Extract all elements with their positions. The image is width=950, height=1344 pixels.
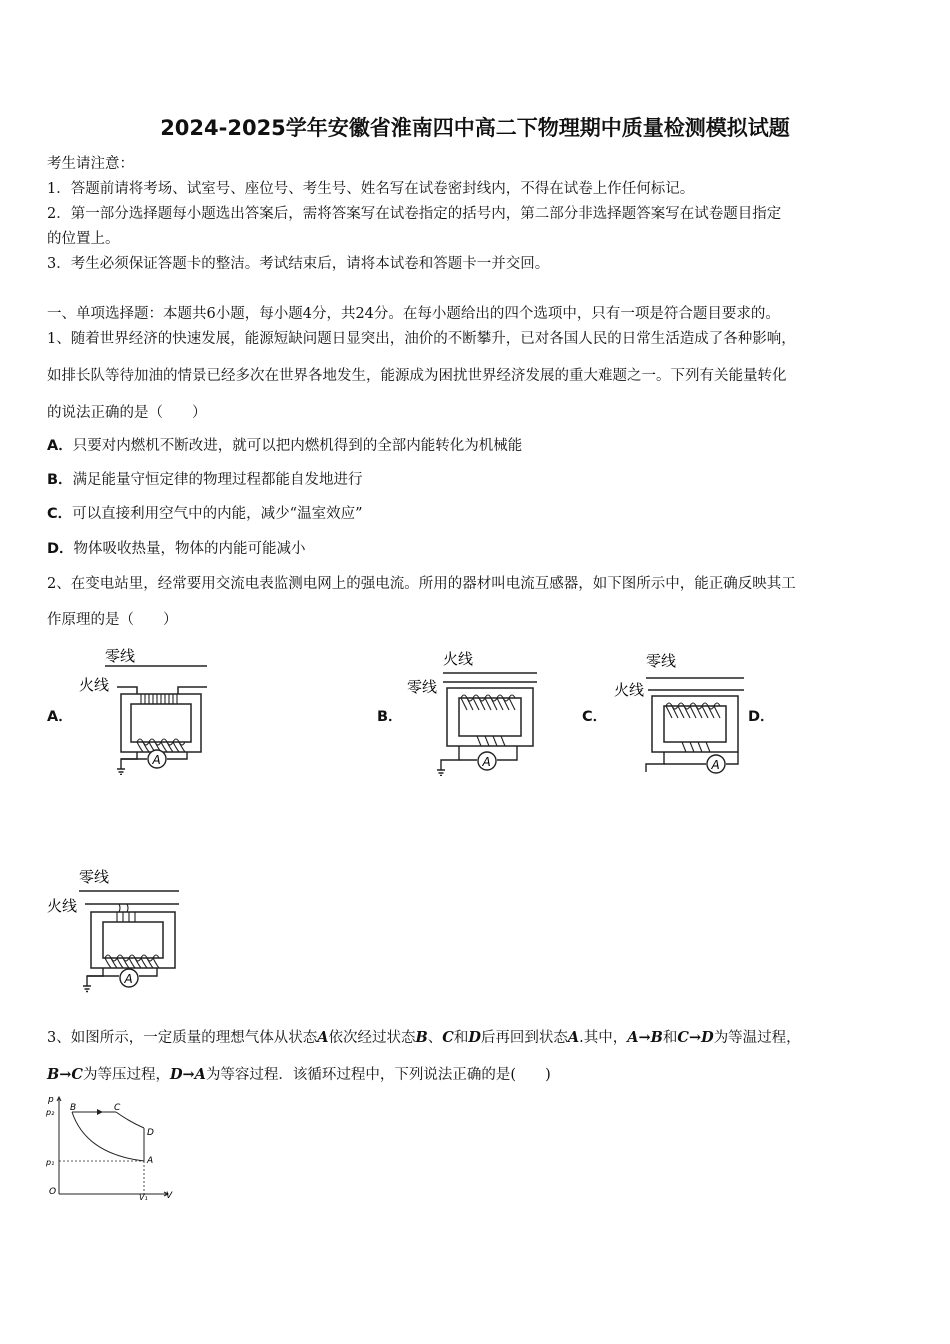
wire-label-top: 零线: [105, 647, 136, 665]
q1-option-b: [47, 468, 363, 489]
q3-text: 和: [453, 1030, 469, 1046]
option-text: 只要对内燃机不断改进，就可以把内燃机得到的全部内能转化为机械能: [72, 438, 523, 454]
q3-text: 和: [662, 1030, 678, 1046]
transformer-figure-d: [45, 864, 185, 996]
option-text: 物体吸收热量，物体的内能可能减小: [73, 541, 306, 557]
q1-option-d: [47, 537, 306, 558]
option-label: C．: [47, 506, 73, 522]
v1-label: V₁: [139, 1193, 148, 1202]
point-d-label: D: [147, 1128, 154, 1138]
wire-label-bottom: 火线: [47, 897, 78, 915]
point-c-label: C: [114, 1103, 121, 1113]
option-text: 可以直接利用空气中的内能，减少“温室效应”: [72, 506, 363, 522]
transformer-figure-b: [405, 648, 545, 776]
state-d: D: [468, 1029, 481, 1046]
q3-text: 依次经过状态: [328, 1030, 416, 1046]
ammeter-label: A: [482, 755, 491, 769]
state-c: C: [442, 1029, 454, 1046]
origin-label: O: [49, 1187, 57, 1197]
notice-item-2-cont: 的位置上。: [47, 231, 120, 247]
q3-text: 为等容过程．该循环过程中，下列说法正确的是( ): [205, 1067, 551, 1083]
q3-text: 为等压过程，: [82, 1067, 170, 1083]
q3-text: 3、如图所示，一定质量的理想气体从状态: [47, 1030, 318, 1046]
q3-text: .其中，: [579, 1030, 628, 1046]
q1-line-1: 1、随着世界经济的快速发展，能源短缺问题日显突出，油价的不断攀升，已对各国人民的日常生活造成了各种影响，: [47, 331, 796, 347]
option-label: A．: [47, 438, 73, 454]
process-cd: C→D: [677, 1029, 714, 1046]
q3-text: 为等温过程，: [713, 1030, 801, 1046]
q3-text: 、: [427, 1030, 443, 1046]
option-text: 满足能量守恒定律的物理过程都能自发地进行: [72, 472, 363, 488]
q2-line-2: 作原理的是（ ）: [47, 612, 178, 628]
ammeter-label: A: [124, 972, 133, 986]
ammeter-label: A: [152, 753, 161, 767]
process-da: D→A: [169, 1066, 206, 1083]
state-a: A: [317, 1029, 329, 1046]
q3-line-1: [47, 1026, 801, 1047]
option-label: D．: [47, 541, 74, 557]
transformer-figure-c: [612, 650, 752, 778]
p1-label: p₁: [46, 1158, 55, 1167]
notice-heading: 考生请注意：: [47, 156, 134, 172]
notice-item-1: 1．答题前请将考场、试室号、座位号、考生号、姓名写在试卷密封线内，不得在试卷上作任何标记。: [47, 181, 695, 197]
transformer-figure-a: [75, 643, 215, 775]
page-title: 2024-2025学年安徽省淮南四中高二下物理期中质量检测模拟试题: [160, 116, 790, 140]
q2-line-1: 2、在变电站里，经常要用交流电表监测电网上的强电流。所用的器材叫电流互感器，如下图所示中，能正确反映其工: [47, 576, 796, 592]
notice-item-3: 3．考生必须保证答题卡的整洁。考试结束后，请将本试卷和答题卡一并交回。: [47, 256, 550, 272]
p-axis-label: p: [48, 1095, 54, 1105]
wire-label-top: 火线: [443, 650, 474, 668]
q2-option-label-b: B．: [377, 709, 403, 725]
q1-line-3: 的说法正确的是（ ）: [47, 405, 207, 421]
q3-text: 后再回到状态: [480, 1030, 568, 1046]
point-a-label: A: [147, 1156, 154, 1166]
q1-option-a: [47, 434, 522, 455]
wire-label-bottom: 火线: [79, 676, 110, 694]
q1-option-c: [47, 502, 362, 523]
process-bc: B→C: [47, 1066, 83, 1083]
p2-label: p₂: [46, 1108, 55, 1117]
point-b-label: B: [70, 1103, 77, 1113]
process-ab: A→B: [627, 1029, 663, 1046]
ammeter-label: A: [711, 758, 720, 772]
notice-item-2: 2．第一部分选择题每小题选出答案后，需将答案写在试卷指定的括号内，第二部分非选择题答案写在试卷题目指定: [47, 206, 782, 222]
q2-option-label-c: C．: [582, 709, 608, 725]
q1-line-2: 如排长队等待加油的情景已经多次在世界各地发生，能源成为困扰世界经济发展的重大难题之一。下列有关能量转化: [47, 368, 787, 384]
wire-label-bottom: 火线: [614, 681, 645, 699]
section-heading: 一、单项选择题：本题共6小题，每小题4分，共24分。在每小题给出的四个选项中，只有一项是符合题目要求的。: [47, 306, 780, 322]
wire-label-top: 零线: [79, 868, 110, 886]
pv-graph: [44, 1092, 184, 1204]
q2-option-label-d: D．: [748, 709, 775, 725]
wire-label-top: 零线: [646, 652, 677, 670]
state-a: A: [567, 1029, 580, 1046]
q2-option-label-a: A．: [47, 709, 73, 725]
option-label: B．: [47, 472, 73, 488]
state-b: B: [415, 1029, 428, 1046]
wire-label-bottom: 零线: [407, 678, 438, 696]
v-axis-label: V: [166, 1191, 173, 1201]
q3-line-2: [47, 1063, 551, 1084]
